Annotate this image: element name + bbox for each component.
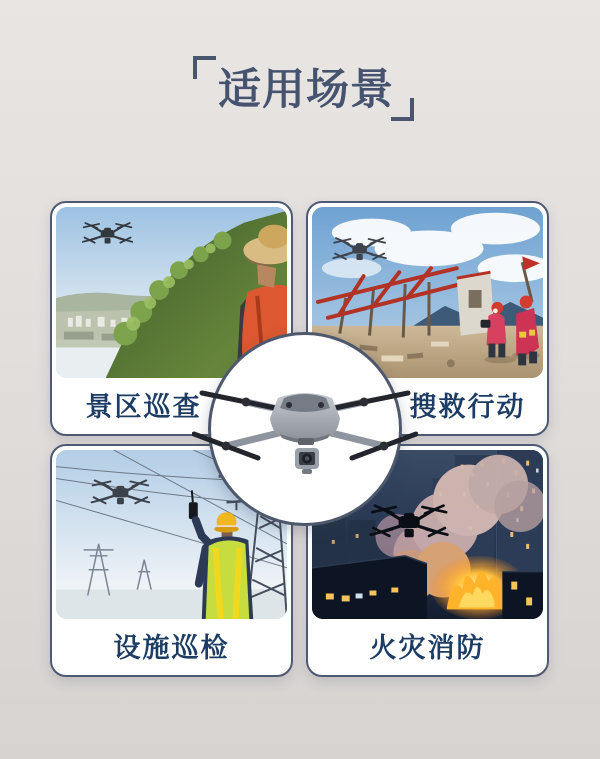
card-label: 搜救行动 [409, 391, 526, 422]
page-title-block [193, 56, 402, 121]
corner-bracket-top-left-icon [193, 56, 216, 79]
card-label: 火灾消防 [369, 632, 486, 663]
product-drone-image [192, 366, 418, 496]
card-label: 设施巡检 [113, 632, 230, 663]
page-title: 适用场景 [218, 66, 394, 114]
card-label: 景区巡查 [85, 391, 202, 422]
corner-bracket-bottom-right-icon [391, 98, 414, 121]
